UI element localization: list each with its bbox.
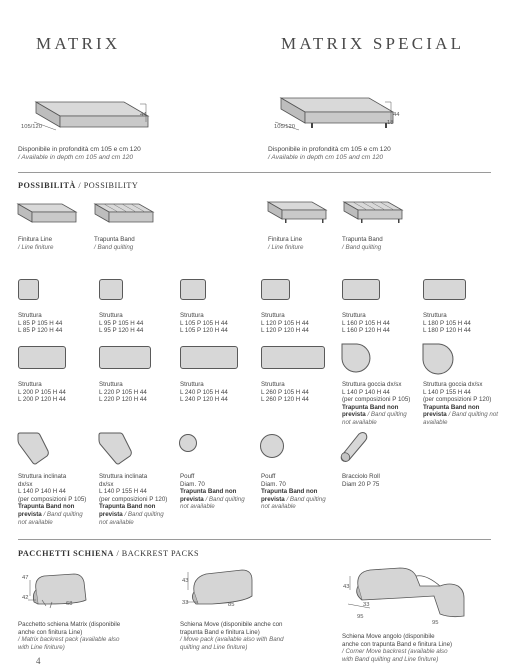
module-160-shape [342,279,380,300]
matrix-special-height-dim: 44 [393,112,400,118]
backrest2-width-dim: 85 [228,602,235,608]
special-band-quilting-icon [340,198,410,228]
pouff-large-shape [260,434,284,458]
backrest1-width-dim: 68 [66,601,73,607]
inclined-module-120-shape [98,432,134,466]
module-105-shape [180,279,206,300]
row2-caption-3: Struttura L 240 P 105 H 44 L 240 P 120 H 44 [180,381,228,404]
pouff-small-shape [179,434,197,452]
row1-caption-3: Struttura L 105 P 105 H 44 L 105 P 120 H 44 [180,312,228,335]
row3-caption-4: Pouff Diam. 70 Trapunta Band non prevista / Band quilting not available [261,473,326,511]
divider-bottom [18,539,491,540]
matrix-height-dim: 44 [140,112,147,118]
possibility-heading: POSSIBILITÀ / POSSIBILITY [18,181,139,190]
possibility-item-3: Finitura Line / Line finiture [268,236,304,251]
move-backrest-drawing [178,562,268,614]
row1-caption-6: Struttura L 180 P 105 H 44 L 180 P 120 H 44 [423,312,471,335]
matrix-special-depth-dim: 105/120 [274,124,295,130]
backrest3-width2-dim: 95 [432,620,439,626]
band-quilting-icon [91,198,161,228]
module-85-shape [18,279,39,300]
row3-caption-1: Struttura inclinata dx/sx L 140 P 140 H 44 (per composizioni P 105) Trapunta Band non prevista / Band quilting not available [18,473,87,526]
line-finish-icon [14,198,84,228]
module-200-shape [18,346,66,369]
row2-caption-5: Struttura goccia dx/sx L 140 P 140 H 44 (per composizioni P 105) Trapunta Band non prevista / Band quilting not available [342,381,411,426]
backrest-heading: PACCHETTI SCHIENA / BACKREST PACKS [18,549,200,558]
matrix-special-leg-dim: 18 [387,120,394,126]
module-95-shape [99,279,123,300]
possibility-item-1: Finitura Line / Line finiture [18,236,54,251]
row2-caption-2: Struttura L 220 P 105 H 44 L 220 P 120 H 44 [99,381,147,404]
backrest1-height-dim: 47 [22,575,29,581]
matrix-backrest-drawing [18,566,98,614]
row1-caption-2: Struttura L 95 P 105 H 44 L 95 P 120 H 44 [99,312,144,335]
module-180-shape [423,279,466,300]
backrest3-height-dim: 43 [343,584,350,590]
module-220-shape [99,346,151,369]
matrix-availability: Disponibile in profondità cm 105 e cm 120 / Available in depth cm 105 and cm 120 [18,146,141,161]
title-matrix-special: MATRIX SPECIAL [281,34,465,53]
drop-module-120-shape [422,343,458,375]
backrest2-height-dim: 43 [182,578,189,584]
matrix-special-availability: Disponibile in profondità cm 105 e cm 120 / Available in depth cm 105 and cm 120 [268,146,391,161]
row3-caption-2: Struttura inclinata dx/sx L 140 P 155 H 44 (per composizioni P 120) Trapunta Band non prevista / Band quilting not available [99,473,168,526]
row1-caption-5: Struttura L 160 P 105 H 44 L 160 P 120 H 44 [342,312,390,335]
module-120-shape [261,279,290,300]
possibility-item-4: Trapunta Band / Band quilting [342,236,383,251]
matrix-depth-dim: 105/120 [21,124,42,130]
drop-module-105-shape [341,343,377,373]
backrest-caption-1: Pacchetto schiena Matrix (disponibile anche con finitura Line) / Matrix backrest pack (available also with Line finiture) [18,621,121,651]
backrest-caption-3: Schiena Move angolo (disponibile anche con trapunta Band e finitura Line) / Corner Move backrest (available also with Band quilting and Line finiture) [342,633,453,663]
module-260-shape [261,346,325,369]
row2-caption-4: Struttura L 260 P 105 H 44 L 260 P 120 H 44 [261,381,309,404]
backrest-caption-2: Schiena Move (disponibile anche con trapunta Band e finitura Line) / Move pack (available also with Band quilting and Line finiture) [180,621,284,651]
backrest1-depth-dim: 42 [22,595,29,601]
row1-caption-1: Struttura L 85 P 105 H 44 L 85 P 120 H 44 [18,312,63,335]
row1-caption-4: Struttura L 120 P 105 H 44 L 120 P 120 H 44 [261,312,309,335]
possibility-item-2: Trapunta Band / Band quilting [94,236,135,251]
inclined-module-105-shape [17,432,51,466]
roll-armrest-shape [339,430,369,464]
divider-top [18,172,491,173]
page-number: 4 [36,656,41,666]
row2-caption-1: Struttura L 200 P 105 H 44 L 200 P 120 H 44 [18,381,66,404]
special-line-finish-icon [264,198,334,228]
backrest3-depth-dim: 33 [363,602,370,608]
backrest3-width1-dim: 95 [357,614,364,620]
row3-caption-5: Bracciolo Roll Diam 20 P 75 [342,473,380,488]
backrest2-depth-dim: 33 [182,600,189,606]
row2-caption-6: Struttura goccia dx/sx L 140 P 155 H 44 (per composizioni P 120) Trapunta Band non prevista / Band quilting not available [423,381,499,426]
module-240-shape [180,346,238,369]
row3-caption-3: Pouff Diam. 70 Trapunta Band non prevista / Band quilting not available [180,473,245,511]
title-matrix: MATRIX [36,34,121,53]
